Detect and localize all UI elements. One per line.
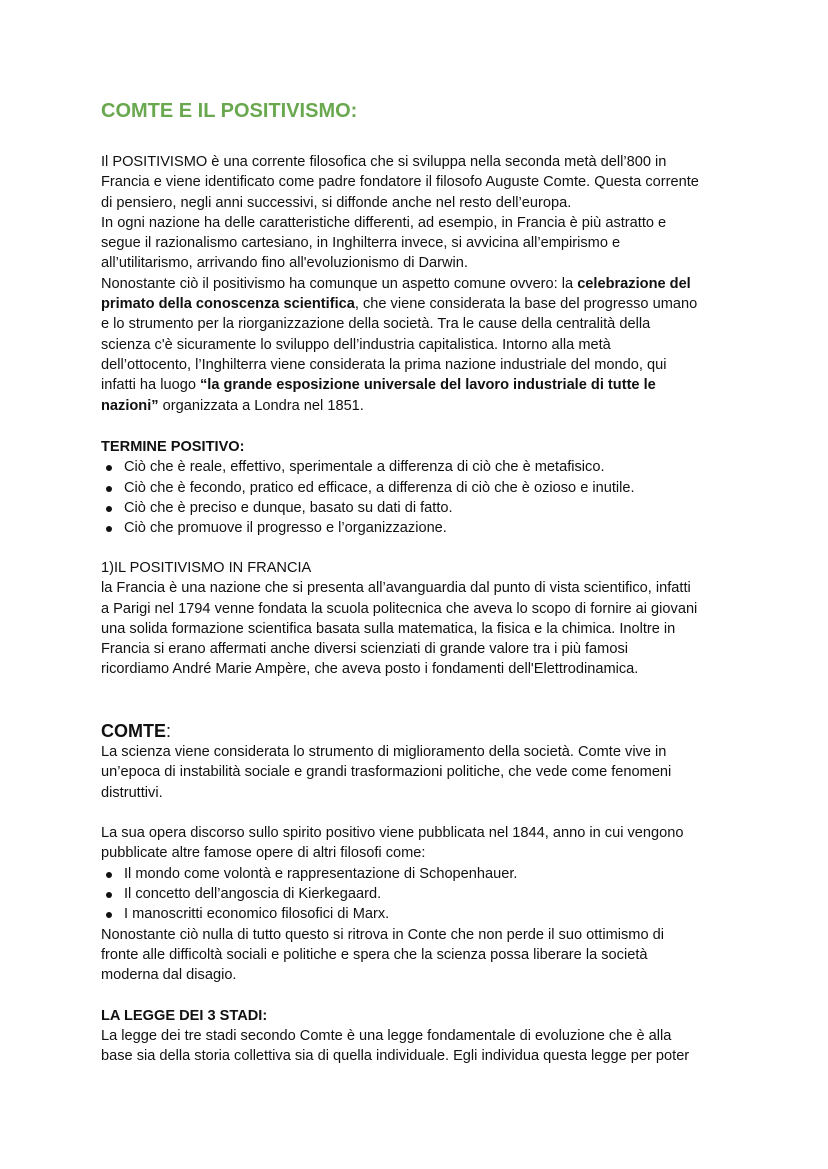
text-line: ricordiamo André Marie Ampère, che aveva posto i fondamenti dell'Elettrodinamica. [101,661,639,678]
text-line: moderna dal disagio. [101,967,237,984]
bold-text: primato della conoscenza scientifica [101,296,355,313]
text-line [101,294,699,314]
text-line: di pensiero, negli anni successivi, si diffonde anche nel resto dell’europa. [101,194,572,211]
text-line: dell’ottocento, l’Inghilterra viene considerata la prima nazione industriale del mondo, qui [101,356,667,373]
text-line: pubblicate altre famose opere di altri filosofi come: [101,845,426,862]
section-heading: TERMINE POSITIVO: [101,439,245,455]
bullet-item: Ciò che è fecondo, pratico ed efficace, a differenza di ciò che è ozioso e inutile. [101,478,635,498]
bold-text: “la grande esposizione universale del lavoro industriale di tutte le [200,377,656,394]
text-line: In ogni nazione ha delle caratteristiche differenti, ad esempio, in Francia è più astratto e [101,214,667,231]
text: infatti ha luogo [101,377,200,394]
termine-section [101,437,635,538]
text-line [101,375,699,395]
document-title: COMTE E IL POSITIVISMO: [101,100,358,122]
text-line: La scienza viene considerata lo strumento di miglioramento della società. Comte vive in [101,744,667,760]
bold-text: celebrazione del [577,275,691,292]
section-heading: LA LEGGE DEI 3 STADI: [101,1007,268,1024]
text-line: una solida formazione scientifica basata sulla matematica, la fisica e la chimica. Inoltre in [101,620,676,637]
heading-text: COMTE [101,721,166,741]
francia-section [101,558,697,680]
bold-text: nazioni” [101,397,159,414]
bullet-item: Ciò che è reale, effettivo, sperimentale a differenza di ciò che è metafisico. [101,457,635,477]
bullet-item: Il concetto dell’angoscia di Kierkegaard. [101,884,689,904]
bullet-item: I manoscritti economico filosofici di Marx. [101,904,689,924]
section-heading [101,720,689,742]
text: , che viene considerata la base del progresso umano [354,296,698,313]
heading-colon: : [166,721,172,741]
text-line: Francia si erano affermati anche diversi scienziati di grande valore tra i più famosi [101,641,628,658]
text-line: a Parigi nel 1794 venne fondata la scuola politecnica che aveva lo scopo di fornire ai giovani [101,600,698,617]
bullet-item: Ciò che è preciso e dunque, basato su dati di fatto. [101,498,635,518]
text-line: fronte alle difficoltà sociali e politiche e spera che la scienza possa liberare la società [101,946,648,963]
text-line: base sia della storia collettiva sia di quella individuale. Egli individua questa legge per poter [101,1048,690,1065]
intro-paragraph [101,152,699,416]
text-line: La sua opera discorso sullo spirito positivo viene pubblicata nel 1844, anno in cui vengono [101,825,684,842]
text-line: e lo strumento per la riorganizzazione della società. Tra le cause della centralità della [101,316,651,333]
text-line: segue il razionalismo cartesiano, in Inghilterra invece, si avvicina all’empirismo e [101,235,621,252]
text-line: Francia e viene identificato come padre fondatore il filosofo Auguste Comte. Questa corrente [101,174,699,191]
text-line: la Francia è una nazione che si presenta all’avanguardia dal punto di vista scientifico, infatti [101,580,691,597]
text-line: Nonostante ciò nulla di tutto questo si ritrova in Conte che non perde il suo ottimismo di [101,926,664,943]
text-line [101,274,699,294]
comte-section [101,720,689,1067]
section-heading: 1)IL POSITIVISMO IN FRANCIA [101,560,312,576]
text-line: all’utilitarismo, arrivando fino all'evoluzionismo di Darwin. [101,255,468,272]
bullet-item: Il mondo come volontà e rappresentazione di Schopenhauer. [101,864,689,884]
bullet-item: Ciò che promuove il progresso e l’organizzazione. [101,518,635,538]
text: Nonostante ciò il positivismo ha comunque un aspetto comune ovvero: la [101,275,578,292]
text-line: un’epoca di instabilità sociale e grandi trasformazioni politiche, che vede come fenomeni [101,764,672,781]
text: organizzata a Londra nel 1851. [158,397,364,414]
text-line: La legge dei tre stadi secondo Comte è una legge fondamentale di evoluzione che è alla [101,1028,672,1045]
text-line: distruttivi. [101,784,163,801]
text-line: Il POSITIVISMO è una corrente filosofica che si sviluppa nella seconda metà dell’800 in [101,154,667,170]
text-line [101,396,699,416]
text-line: scienza c'è sicuramente lo sviluppo dell’industria capitalistica. Intorno alla metà [101,336,611,353]
